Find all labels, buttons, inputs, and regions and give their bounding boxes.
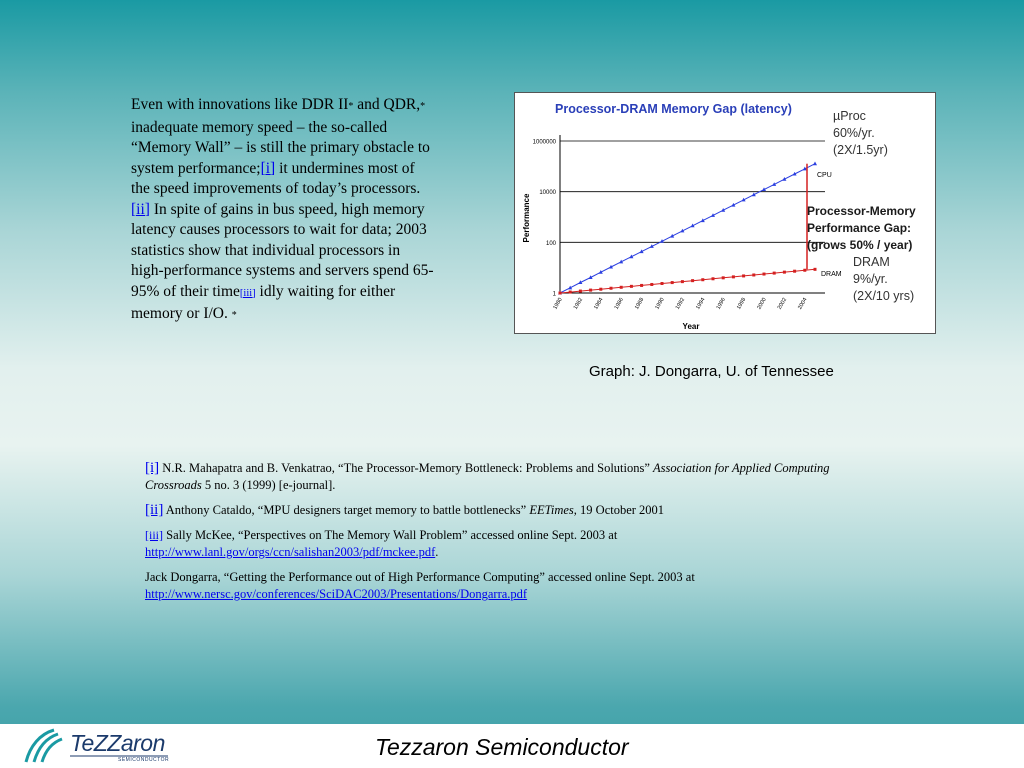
dram-annotation-line2: 9%/yr. xyxy=(853,272,888,286)
x-tick-labels xyxy=(552,297,808,311)
logo-wordmark: TeZZaron xyxy=(70,730,165,756)
data-point-dram xyxy=(671,281,674,284)
series-label-dram: DRAM xyxy=(821,271,842,278)
logo-subtitle: SEMICONDUCTOR xyxy=(118,757,170,763)
data-point-dram xyxy=(630,285,633,288)
gap-annotation-line2: Performance Gap: xyxy=(807,221,912,235)
body-text-1: Even with innovations like DDR II xyxy=(131,96,349,113)
y-tick-label: 100 xyxy=(545,240,556,247)
y-tick-label: 10000 xyxy=(539,190,556,197)
data-point-dram xyxy=(610,287,613,290)
body-text-6: idly waiting for either memory or I/O. xyxy=(131,282,396,322)
chart-title: Processor-DRAM Memory Gap (latency) xyxy=(555,102,792,116)
data-point-dram xyxy=(650,283,653,286)
gap-annotation-line3: (grows 50% / year) xyxy=(807,238,913,252)
reference-anchor-ii[interactable]: [ii] xyxy=(145,502,164,518)
reference-2 xyxy=(145,502,865,519)
gap-annotation-line1: Processor-Memory xyxy=(807,204,916,218)
reference-2-text: Anthony Cataldo, “MPU designers target memory to battle bottlenecks” xyxy=(163,503,530,517)
uproc-annotation-line1: µProc xyxy=(833,109,866,123)
uproc-annotation-line3: (2X/1.5yr) xyxy=(833,143,888,157)
reference-1-journal: Association for Applied Computing Crossroads xyxy=(145,461,830,492)
x-tick-label: 2004 xyxy=(797,297,809,311)
x-tick-label: 1988 xyxy=(634,297,646,311)
reference-3 xyxy=(145,527,865,561)
data-point-dram xyxy=(814,268,817,271)
reference-4-url[interactable]: http://www.nersc.gov/conferences/SciDAC2003/Presentations/Dongarra.pdf xyxy=(145,587,528,601)
data-point-dram xyxy=(763,273,766,276)
reference-anchor-i[interactable]: [i] xyxy=(145,460,160,476)
dram-annotation xyxy=(853,255,914,303)
data-point-dram xyxy=(732,275,735,278)
data-point-dram xyxy=(691,279,694,282)
dram-annotation-line3: (2X/10 yrs) xyxy=(853,289,915,303)
x-tick-label: 2000 xyxy=(756,297,768,311)
body-text-3: inadequate memory speed – the so-called “Memory Wall” – is still the primary obstacle to system performance; xyxy=(131,118,430,177)
data-point-dram xyxy=(620,286,623,289)
body-text-2: and QDR, xyxy=(353,96,421,113)
chart-grid xyxy=(560,141,825,293)
y-tick-label: 1000000 xyxy=(532,139,556,146)
series-line-cpu xyxy=(560,164,815,293)
asterisk-mark: * xyxy=(420,101,426,112)
data-point-dram xyxy=(599,288,602,291)
asterisk-mark: * xyxy=(231,310,237,321)
x-tick-label: 1984 xyxy=(593,297,605,311)
x-axis-label: Year xyxy=(682,322,700,331)
reference-1 xyxy=(145,460,865,494)
footer-title: Tezzaron Semiconductor xyxy=(375,734,629,760)
data-point-dram xyxy=(722,276,725,279)
uproc-annotation-line2: 60%/yr. xyxy=(833,126,875,140)
series-line-dram xyxy=(560,269,815,293)
uproc-annotation xyxy=(833,109,888,157)
data-point-dram xyxy=(712,277,715,280)
reference-2-tail: , 19 October 2001 xyxy=(573,503,665,517)
data-point-dram xyxy=(742,274,745,277)
reference-3-text: Sally McKee, “Perspectives on The Memory Wall Problem” accessed online Sept. 2003 at xyxy=(163,528,618,542)
reference-2-journal: EETimes xyxy=(529,503,574,517)
graph-caption: Graph: J. Dongarra, U. of Tennessee xyxy=(589,363,834,380)
x-tick-label: 1996 xyxy=(715,297,727,311)
reference-1-text: N.R. Mahapatra and B. Venkatrao, “The Processor-Memory Bottleneck: Problems and Solutions” xyxy=(159,461,654,475)
data-point-cpu xyxy=(813,162,817,166)
asterisk-mark: * xyxy=(348,101,354,112)
x-tick-label: 1992 xyxy=(674,297,687,311)
data-point-dram xyxy=(783,271,786,274)
chart-canvas xyxy=(515,93,935,333)
reference-3-tail: . xyxy=(435,545,439,559)
gap-annotation xyxy=(807,204,916,252)
reference-4-text: Jack Dongarra, “Getting the Performance out of High Performance Computing” accessed online Sept. 2003 at xyxy=(145,570,695,584)
data-point-dram xyxy=(579,290,582,293)
chart-series xyxy=(558,162,817,295)
x-tick-label: 1998 xyxy=(736,297,748,311)
x-tick-label: 1990 xyxy=(654,297,666,311)
x-tick-label: 1980 xyxy=(552,297,564,311)
data-point-dram xyxy=(701,278,704,281)
x-tick-label: 1986 xyxy=(613,297,625,311)
body-text-4: it undermines most of the speed improvements of today’s processors. xyxy=(131,159,421,197)
data-point-dram xyxy=(569,291,572,294)
x-tick-label: 2002 xyxy=(776,297,789,311)
data-point-dram xyxy=(803,269,806,272)
data-point-dram xyxy=(661,282,664,285)
footnote-link-ii[interactable]: [ii] xyxy=(131,200,150,218)
data-point-dram xyxy=(773,272,776,275)
chart-axes xyxy=(560,135,825,293)
data-point-dram xyxy=(589,289,592,292)
data-point-dram xyxy=(640,284,643,287)
body-text-5: In spite of gains in bus speed, high memory latency causes processors to wait for data; 2003 statistics show that individual processors in high-performance systems and servers spend 65-95% of their time xyxy=(131,200,434,300)
data-point-dram xyxy=(752,273,755,276)
series-label-cpu: CPU xyxy=(817,172,832,179)
footnote-link-i[interactable]: [i] xyxy=(260,159,276,177)
footnote-link-iii[interactable]: [iii] xyxy=(239,287,256,299)
data-point-dram xyxy=(681,280,684,283)
y-tick-labels xyxy=(533,140,557,298)
dram-annotation-line1: DRAM xyxy=(853,255,890,269)
y-axis-label: Performance xyxy=(522,193,531,243)
data-point-dram xyxy=(559,292,562,295)
memory-gap-chart xyxy=(514,92,936,334)
reference-anchor-iii[interactable]: [iii] xyxy=(145,528,163,542)
data-point-dram xyxy=(793,270,796,273)
reference-1-tail: 5 no. 3 (1999) [e-journal]. xyxy=(201,478,336,492)
reference-4 xyxy=(145,569,865,603)
references xyxy=(145,460,865,611)
x-tick-label: 1994 xyxy=(695,297,707,311)
body-paragraph xyxy=(131,95,436,327)
reference-3-url[interactable]: http://www.lanl.gov/orgs/ccn/salishan2003/pdf/mckee.pdf xyxy=(145,545,436,559)
x-tick-label: 1982 xyxy=(572,297,585,311)
y-tick-label: 1 xyxy=(552,291,556,298)
